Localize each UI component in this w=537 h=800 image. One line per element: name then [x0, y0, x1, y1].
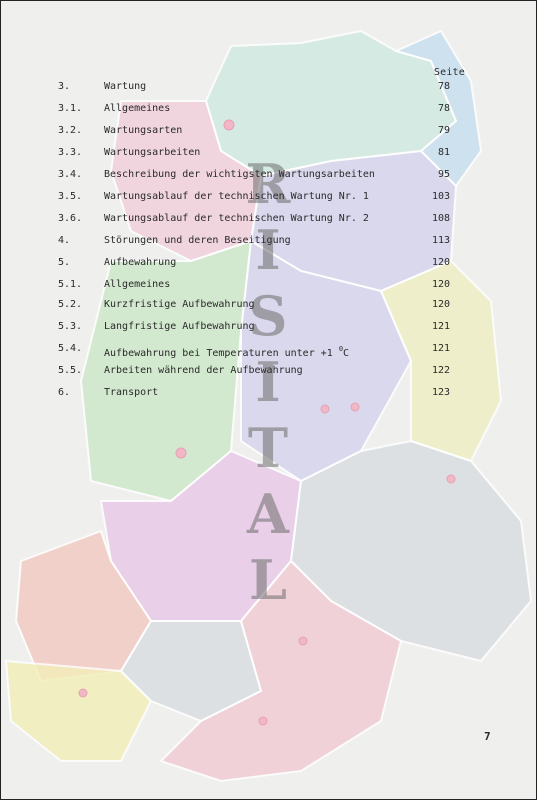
toc-entry — [1, 233, 536, 249]
toc-title-unit: C — [343, 348, 350, 359]
toc-title: Wartungsablauf der technischen Wartung Nr. 1 — [104, 191, 369, 202]
watermark-letter: T — [247, 416, 289, 480]
toc-number: 5.2. — [58, 299, 83, 310]
toc-title: Wartung — [104, 81, 147, 92]
toc-title: Aufbewahrung — [104, 257, 177, 268]
toc-title: Allgemeines — [104, 279, 171, 290]
toc-title: Allgemeines — [104, 103, 171, 114]
toc-page: 79 — [437, 125, 450, 136]
toc-entry — [1, 385, 536, 401]
toc-title: Wartungsarbeiten — [104, 147, 201, 158]
toc-page: 121 — [431, 343, 450, 354]
watermark-letter: I — [255, 218, 281, 282]
toc-number: 4. — [58, 235, 71, 246]
toc-entry — [1, 297, 536, 313]
watermark-letter: S — [248, 284, 288, 348]
toc-entry — [1, 341, 536, 357]
watermark-letter: L — [249, 548, 287, 612]
toc-entry — [1, 277, 536, 293]
toc-title — [104, 341, 349, 362]
toc-page: 121 — [431, 321, 450, 332]
watermark-letter: A — [247, 482, 289, 546]
toc-number: 3.1. — [58, 103, 83, 114]
toc-number: 5. — [58, 257, 71, 268]
toc-number: 3.2. — [58, 125, 83, 136]
toc-number: 6. — [58, 387, 71, 398]
page-number: 7 — [484, 730, 491, 743]
page-column-header: Seite — [433, 67, 465, 78]
toc-title: Langfristige Aufbewahrung — [104, 321, 255, 332]
toc-number: 5.3. — [58, 321, 83, 332]
toc-entry — [1, 101, 536, 117]
toc-page: 122 — [431, 365, 450, 376]
toc-page: 108 — [431, 213, 450, 224]
toc-page: 120 — [431, 279, 450, 290]
toc-page: 113 — [431, 235, 450, 246]
watermark-letter: R — [245, 152, 291, 216]
toc-entry — [1, 255, 536, 271]
table-of-contents — [1, 1, 536, 799]
toc-number: 3.6. — [58, 213, 83, 224]
toc-title: Wartungsablauf der technischen Wartung Nr. 2 — [104, 213, 369, 224]
toc-entry — [1, 123, 536, 139]
toc-title: Beschreibung der wichtigsten Wartungsarbeiten — [104, 169, 375, 180]
toc-page: 103 — [431, 191, 450, 202]
toc-title: Transport — [104, 387, 159, 398]
watermark-letter: I — [255, 350, 281, 414]
toc-page: 81 — [437, 147, 450, 158]
toc-title: Störungen und deren Beseitigung — [104, 235, 291, 246]
toc-title: Wartungsarten — [104, 125, 183, 136]
toc-title: Kurzfristige Aufbewahrung — [104, 299, 255, 310]
toc-title: Arbeiten während der Aufbewahrung — [104, 365, 303, 376]
toc-entry — [1, 211, 536, 227]
toc-page: 120 — [431, 257, 450, 268]
toc-page: 78 — [437, 103, 450, 114]
toc-number: 5.1. — [58, 279, 83, 290]
toc-page: 95 — [437, 169, 450, 180]
toc-entry — [1, 363, 536, 379]
toc-page: 78 — [437, 81, 450, 92]
toc-number: 3.5. — [58, 191, 83, 202]
toc-page: 120 — [431, 299, 450, 310]
toc-page: 123 — [431, 387, 450, 398]
toc-entry — [1, 189, 536, 205]
toc-entry — [1, 167, 536, 183]
toc-title-text: Aufbewahrung bei Temperaturen unter +1 — [104, 348, 333, 359]
toc-number: 3.4. — [58, 169, 83, 180]
toc-number: 3.3. — [58, 147, 83, 158]
toc-entry — [1, 145, 536, 161]
toc-number: 5.5. — [58, 365, 83, 376]
toc-number: 5.4. — [58, 343, 83, 354]
toc-entry — [1, 319, 536, 335]
toc-title-superscript: 0 — [338, 345, 344, 353]
toc-number: 3. — [58, 81, 71, 92]
toc-entry — [1, 79, 536, 95]
